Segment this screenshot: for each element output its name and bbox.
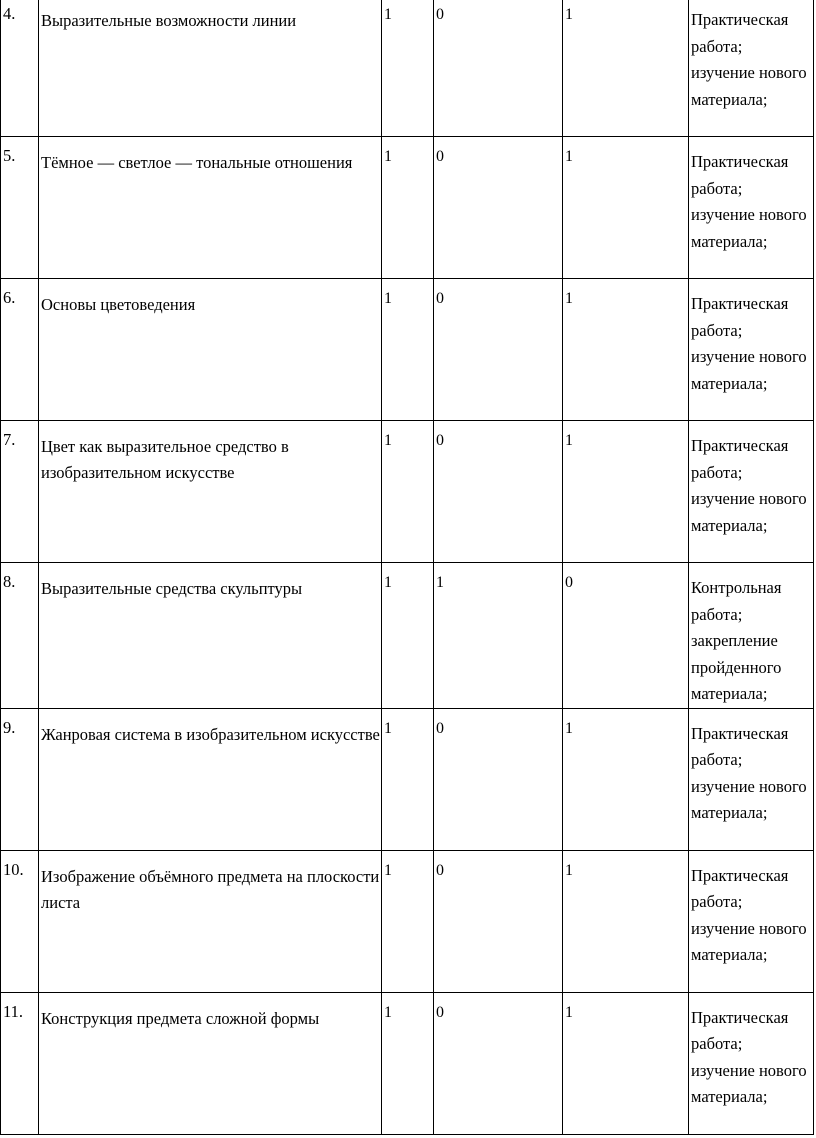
lesson-form-cell <box>689 279 814 421</box>
row-number: 7. <box>3 430 16 449</box>
topic-cell <box>39 279 382 421</box>
row-number: 6. <box>3 288 16 307</box>
row-number-cell <box>1 421 39 563</box>
lesson-form: Практическая работа; изучение нового материала; <box>691 152 807 251</box>
theory-hours: 1 <box>436 574 444 591</box>
practice-hours-cell <box>563 992 689 1134</box>
practice-hours-cell <box>563 279 689 421</box>
table-row <box>1 421 814 563</box>
total-hours-cell <box>382 137 434 279</box>
topic-text: Конструкция предмета сложной формы <box>41 1008 320 1028</box>
practice-hours-cell <box>563 137 689 279</box>
theory-hours: 0 <box>436 290 444 307</box>
lesson-form-cell <box>689 708 814 850</box>
row-number: 11. <box>3 1001 24 1021</box>
lesson-form: Практическая работа; изучение нового материала; <box>691 436 807 535</box>
theory-hours-cell <box>434 708 563 850</box>
theory-hours: 0 <box>436 432 444 449</box>
total-hours: 1 <box>384 861 392 879</box>
row-number-cell <box>1 137 39 279</box>
row-number: 9. <box>3 717 16 737</box>
total-hours-cell <box>382 279 434 421</box>
practice-hours-cell <box>563 421 689 563</box>
lesson-form-cell <box>689 421 814 563</box>
theory-hours-cell <box>434 279 563 421</box>
row-number: 8. <box>3 572 16 591</box>
total-hours: 1 <box>384 719 392 737</box>
row-number-cell <box>1 992 39 1134</box>
lesson-form-cell <box>689 0 814 137</box>
total-hours-cell <box>382 992 434 1134</box>
practice-hours: 1 <box>565 1003 573 1021</box>
table-row <box>1 708 814 850</box>
practice-hours-cell <box>563 708 689 850</box>
theory-hours: 0 <box>436 861 444 879</box>
total-hours: 1 <box>384 290 392 307</box>
total-hours-cell <box>382 708 434 850</box>
topic-cell <box>39 421 382 563</box>
table-row <box>1 992 814 1134</box>
theory-hours-cell <box>434 850 563 992</box>
theory-hours-cell <box>434 137 563 279</box>
topic-cell <box>39 708 382 850</box>
topic-text: Цвет как выразительное средство в изобразительном искусстве <box>41 437 289 482</box>
table-row <box>1 563 814 709</box>
practice-hours: 1 <box>565 719 573 737</box>
topic-text: Выразительные возможности линии <box>41 11 297 30</box>
table-row <box>1 279 814 421</box>
total-hours-cell <box>382 0 434 137</box>
lesson-form: Практическая работа; изучение нового материала; <box>691 723 807 822</box>
total-hours-cell <box>382 421 434 563</box>
total-hours-cell <box>382 850 434 992</box>
lesson-form-cell <box>689 850 814 992</box>
total-hours-cell <box>382 563 434 709</box>
theory-hours-cell <box>434 421 563 563</box>
theory-hours: 0 <box>436 719 444 737</box>
lesson-form: Контрольная работа; закрепление пройденного материала; <box>691 578 782 703</box>
topic-cell <box>39 992 382 1134</box>
lesson-form-cell <box>689 563 814 709</box>
row-number: 5. <box>3 146 16 165</box>
row-number: 4. <box>3 4 16 23</box>
practice-hours: 1 <box>565 432 573 449</box>
practice-hours: 1 <box>565 6 573 23</box>
row-number: 10. <box>3 859 24 879</box>
theory-hours: 0 <box>436 148 444 165</box>
practice-hours-cell <box>563 850 689 992</box>
lesson-form: Практическая работа; изучение нового материала; <box>691 294 807 393</box>
theory-hours-cell <box>434 563 563 709</box>
practice-hours: 1 <box>565 148 573 165</box>
practice-hours: 1 <box>565 861 573 879</box>
topic-text: Тёмное — светлое — тональные отношения <box>41 153 353 172</box>
lesson-form: Практическая работа; изучение нового материала; <box>691 10 807 109</box>
total-hours: 1 <box>384 6 392 23</box>
row-number-cell <box>1 563 39 709</box>
row-number-cell <box>1 850 39 992</box>
practice-hours: 0 <box>565 574 573 591</box>
lesson-form-cell <box>689 992 814 1134</box>
topic-text: Жанровая система в изобразительном искусстве <box>41 724 380 744</box>
table-row <box>1 850 814 992</box>
theory-hours-cell <box>434 0 563 137</box>
lesson-form-cell <box>689 137 814 279</box>
row-number-cell <box>1 708 39 850</box>
topic-text: Выразительные средства скульптуры <box>41 579 303 598</box>
practice-hours-cell <box>563 0 689 137</box>
practice-hours: 1 <box>565 290 573 307</box>
topic-cell <box>39 137 382 279</box>
topic-text: Основы цветоведения <box>41 295 196 314</box>
topic-cell <box>39 0 382 137</box>
lesson-form: Практическая работа; изучение нового материала; <box>691 1007 807 1106</box>
row-number-cell <box>1 279 39 421</box>
table-row <box>1 137 814 279</box>
table-row <box>1 0 814 137</box>
lesson-form: Практическая работа; изучение нового материала; <box>691 865 807 964</box>
total-hours: 1 <box>384 574 392 591</box>
topic-cell <box>39 850 382 992</box>
practice-hours-cell <box>563 563 689 709</box>
theory-hours: 0 <box>436 6 444 23</box>
total-hours: 1 <box>384 432 392 449</box>
row-number-cell <box>1 0 39 137</box>
total-hours: 1 <box>384 1003 392 1021</box>
theory-hours-cell <box>434 992 563 1134</box>
theory-hours: 0 <box>436 1003 444 1021</box>
topic-cell <box>39 563 382 709</box>
topic-text: Изображение объёмного предмета на плоскости листа <box>41 866 380 912</box>
total-hours: 1 <box>384 148 392 165</box>
